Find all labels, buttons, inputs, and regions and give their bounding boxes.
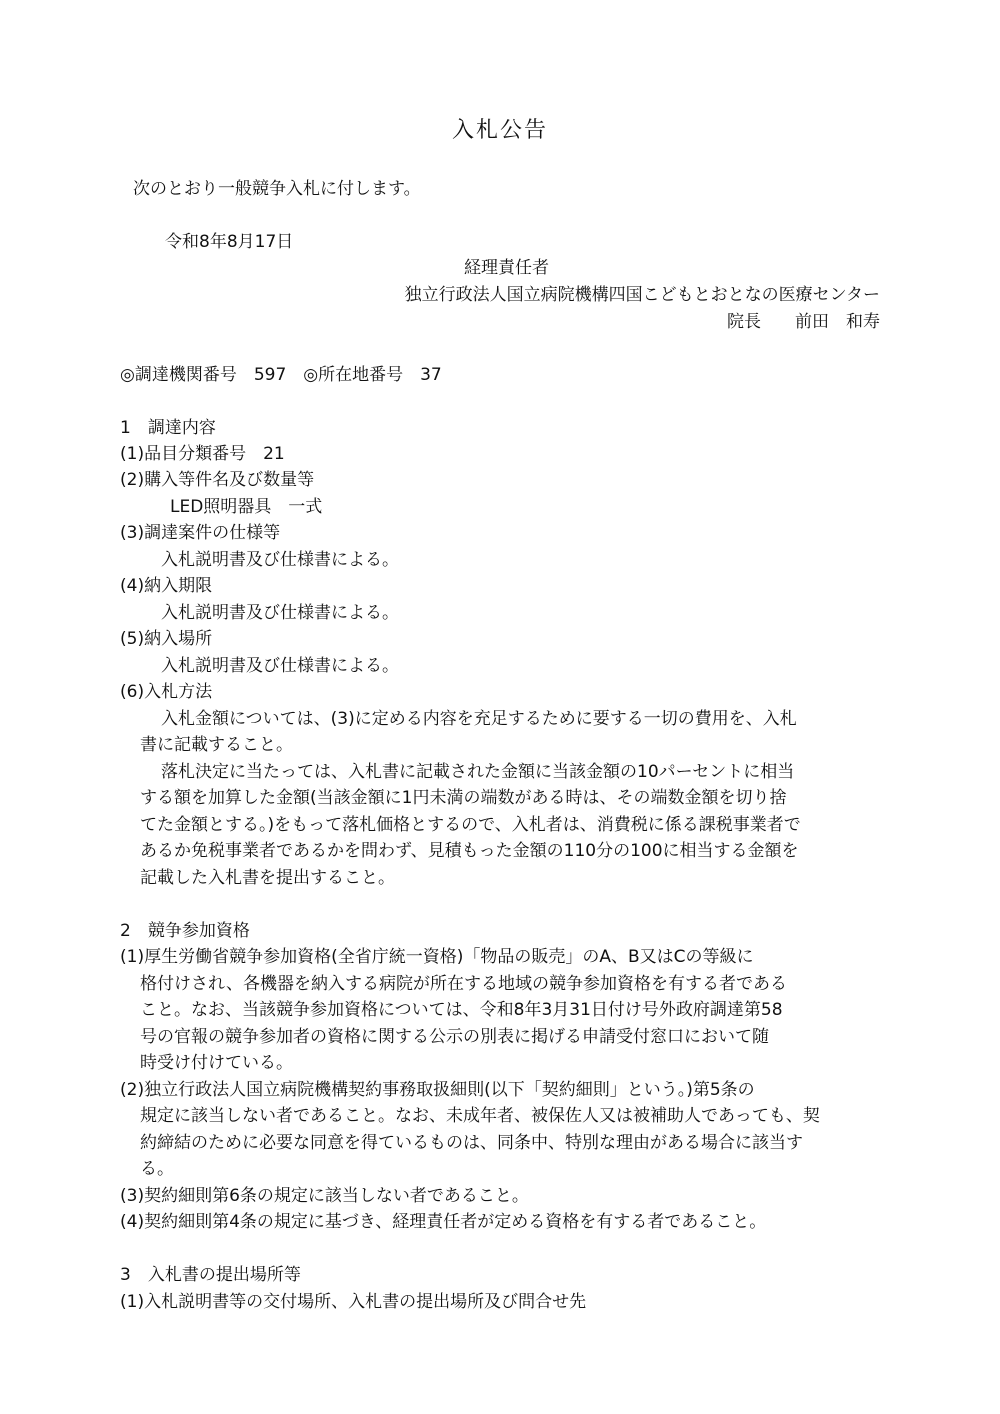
section-1-item-3-body: 入札説明書及び仕様書による。	[161, 550, 399, 570]
section-2-item-2-line: (2)独立行政法人国立病院機構契約事務取扱細則(以下「契約細則」という。)第5条の	[120, 1080, 755, 1100]
section-2-item-1-line: 時受け付けている。	[140, 1053, 293, 1073]
procurement-codes: ◎調達機関番号 597 ◎所在地番号 37	[120, 365, 442, 385]
section-1-item-4-body: 入札説明書及び仕様書による。	[161, 603, 399, 623]
section-1-item-6: (6)入札方法	[120, 682, 213, 702]
award-rule-line: あるか免税事業者であるかを問わず、見積もった金額の110分の100に相当する金額を	[140, 841, 799, 861]
bid-method-line: 入札金額については、(3)に定める内容を充足するために要する一切の費用を、入札	[161, 709, 797, 729]
section-1-item-2-body: LED照明器具 一式	[170, 497, 323, 517]
section-2-item-3: (3)契約細則第6条の規定に該当しない者であること。	[120, 1186, 529, 1206]
issuer-role: 経理責任者	[464, 258, 549, 278]
section-3-heading: 3 入札書の提出場所等	[120, 1265, 301, 1285]
section-1-item-5: (5)納入場所	[120, 629, 213, 649]
section-2-item-4: (4)契約細則第4条の規定に基づき、経理責任者が定める資格を有する者であること。	[120, 1212, 767, 1232]
award-rule-line: する額を加算した金額(当該金額に1円未満の端数がある時は、その端数金額を切り捨	[140, 788, 787, 808]
notice-date: 令和8年8月17日	[165, 232, 294, 252]
bid-method-line: 書に記載すること。	[140, 735, 293, 755]
intro-text: 次のとおり一般競争入札に付します。	[133, 179, 421, 199]
section-2-item-1-line: 格付けされ、各機器を納入する病院が所在する地域の競争参加資格を有する者である	[140, 974, 788, 994]
award-rule-line: 落札決定に当たっては、入札書に記載された金額に当該金額の10パーセントに相当	[161, 762, 795, 782]
section-1-heading: 1 調達内容	[120, 418, 216, 438]
section-1-item-2: (2)購入等件名及び数量等	[120, 470, 315, 490]
section-2-item-2-line: 規定に該当しない者であること。なお、未成年者、被保佐人又は被補助人であっても、契	[140, 1106, 820, 1126]
award-rule-line: てた金額とする。)をもって落札価格とするので、入札者は、消費税に係る課税事業者で	[140, 815, 801, 835]
section-1-item-3: (3)調達案件の仕様等	[120, 523, 281, 543]
award-rule-line: 記載した入札書を提出すること。	[140, 868, 395, 888]
section-1-item-5-body: 入札説明書及び仕様書による。	[161, 656, 399, 676]
section-1-item-1: (1)品目分類番号 21	[120, 444, 285, 464]
section-2-item-1-line: こと。なお、当該競争参加資格については、令和8年3月31日付け号外政府調達第58	[140, 1000, 783, 1020]
issuer-name: 院長 前田 和寿	[727, 312, 880, 332]
issuer-organization: 独立行政法人国立病院機構四国こどもとおとなの医療センター	[404, 285, 880, 305]
page-title: 入札公告	[451, 118, 548, 143]
section-1-item-4: (4)納入期限	[120, 576, 213, 596]
section-2-item-2-line: 約締結のために必要な同意を得ているものは、同条中、特別な理由がある場合に該当す	[140, 1133, 803, 1153]
section-2-heading: 2 競争参加資格	[120, 921, 250, 941]
section-2-item-1-line: (1)厚生労働省競争参加資格(全省庁統一資格)「物品の販売」のA、B又はCの等級に	[120, 947, 754, 967]
section-3-item-1: (1)入札説明書等の交付場所、入札書の提出場所及び問合せ先	[120, 1292, 587, 1312]
section-2-item-2-line: る。	[140, 1159, 174, 1179]
section-2-item-1-line: 号の官報の競争参加者の資格に関する公示の別表に掲げる申請受付窓口において随	[140, 1027, 769, 1047]
